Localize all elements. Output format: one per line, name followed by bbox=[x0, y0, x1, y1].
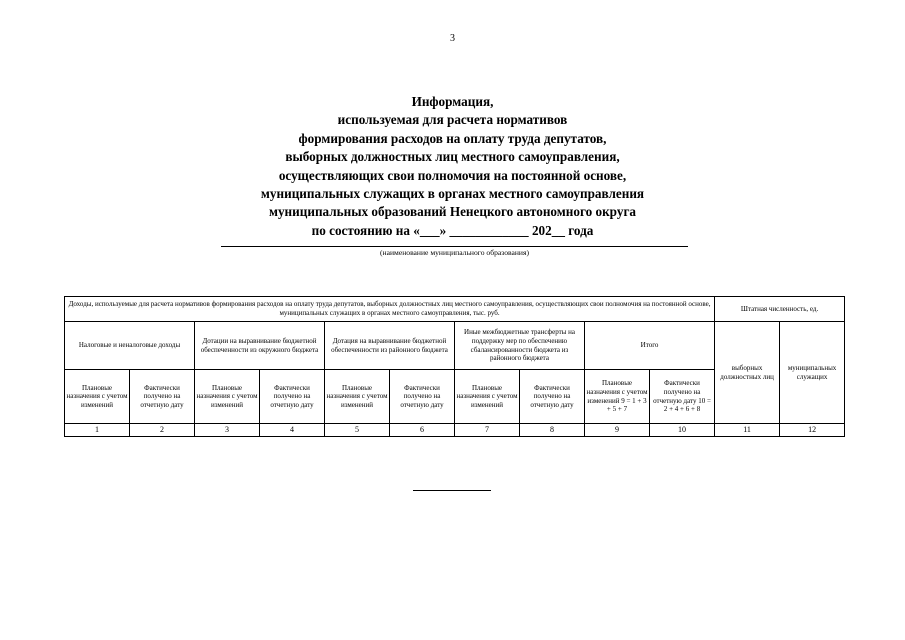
header-income: Доходы, используемые для расчета нормативов формирования расходов на оплату труда депутатов, выборных должностных лиц местного самоуправления, осуществляющих свои полномочия на постоянной основе, муниципальных служащих в органах местного самоуправления, тыс. руб. bbox=[65, 297, 715, 322]
column-number: 11 bbox=[715, 424, 780, 437]
group-district-subsidy: Дотации на выравнивание бюджетной обеспеченности из окружного бюджета bbox=[195, 322, 325, 370]
column-number: 6 bbox=[390, 424, 455, 437]
sub-column: Фактически получено на отчетную дату 10 = 2 + 4 + 6 + 8 bbox=[650, 370, 715, 424]
title-line: Информация, bbox=[411, 94, 494, 109]
income-table bbox=[64, 296, 845, 437]
municipality-name-line bbox=[221, 246, 688, 247]
column-number: 2 bbox=[130, 424, 195, 437]
municipality-caption: (наименование муниципального образования) bbox=[380, 248, 529, 257]
column-number: 9 bbox=[585, 424, 650, 437]
group-tax-income: Налоговые и неналоговые доходы bbox=[65, 322, 195, 370]
sub-column: Фактически получено на отчетную дату bbox=[130, 370, 195, 424]
sub-column: Плановые назначения с учетом изменений bbox=[455, 370, 520, 424]
staff-municipal-employees: муниципальных служащих bbox=[780, 322, 845, 424]
group-regional-subsidy: Дотация на выравнивание бюджетной обеспеченности из районного бюджета bbox=[325, 322, 455, 370]
group-other-transfers: Иные межбюджетные трансферты на поддержку мер по обеспечению сбалансированности бюджета из районного бюджета bbox=[455, 322, 585, 370]
title-line: по состоянию на «___» ____________ 202__ года bbox=[311, 222, 594, 238]
sub-column: Плановые назначения с учетом изменений bbox=[195, 370, 260, 424]
title-line: формирования расходов на оплату труда депутатов, bbox=[298, 130, 607, 146]
column-number: 8 bbox=[520, 424, 585, 437]
sub-column: Фактически получено на отчетную дату bbox=[260, 370, 325, 424]
title-line: муниципальных служащих в органах местного самоуправления bbox=[260, 186, 645, 202]
sub-column: Плановые назначения с учетом изменений bbox=[325, 370, 390, 424]
sub-column: Фактически получено на отчетную дату bbox=[390, 370, 455, 424]
title-line: муниципальных образований Ненецкого автономного округа bbox=[268, 204, 637, 220]
column-number: 3 bbox=[195, 424, 260, 437]
page-number: 3 bbox=[450, 33, 455, 44]
title-line: используемая для расчета нормативов bbox=[337, 112, 568, 128]
sub-column: Фактически получено на отчетную дату bbox=[520, 370, 585, 424]
column-number: 10 bbox=[650, 424, 715, 437]
title-line: выборных должностных лиц местного самоуправления, bbox=[285, 149, 620, 165]
sub-column: Плановые назначения с учетом изменений bbox=[65, 370, 130, 424]
column-number: 4 bbox=[260, 424, 325, 437]
column-number: 1 bbox=[65, 424, 130, 437]
staff-elected-officials: выборных должностных лиц bbox=[715, 322, 780, 424]
sub-column: Плановые назначения с учетом изменений 9 = 1 + 3 + 5 + 7 bbox=[585, 370, 650, 424]
column-number: 12 bbox=[780, 424, 845, 437]
column-number: 5 bbox=[325, 424, 390, 437]
title-line: осуществляющих свои полномочия на постоянной основе, bbox=[278, 167, 627, 183]
header-staff: Штатная численность, ед. bbox=[715, 297, 845, 322]
group-total: Итого bbox=[585, 322, 715, 370]
document-title bbox=[0, 93, 905, 240]
column-number: 7 bbox=[455, 424, 520, 437]
end-divider bbox=[413, 490, 491, 491]
